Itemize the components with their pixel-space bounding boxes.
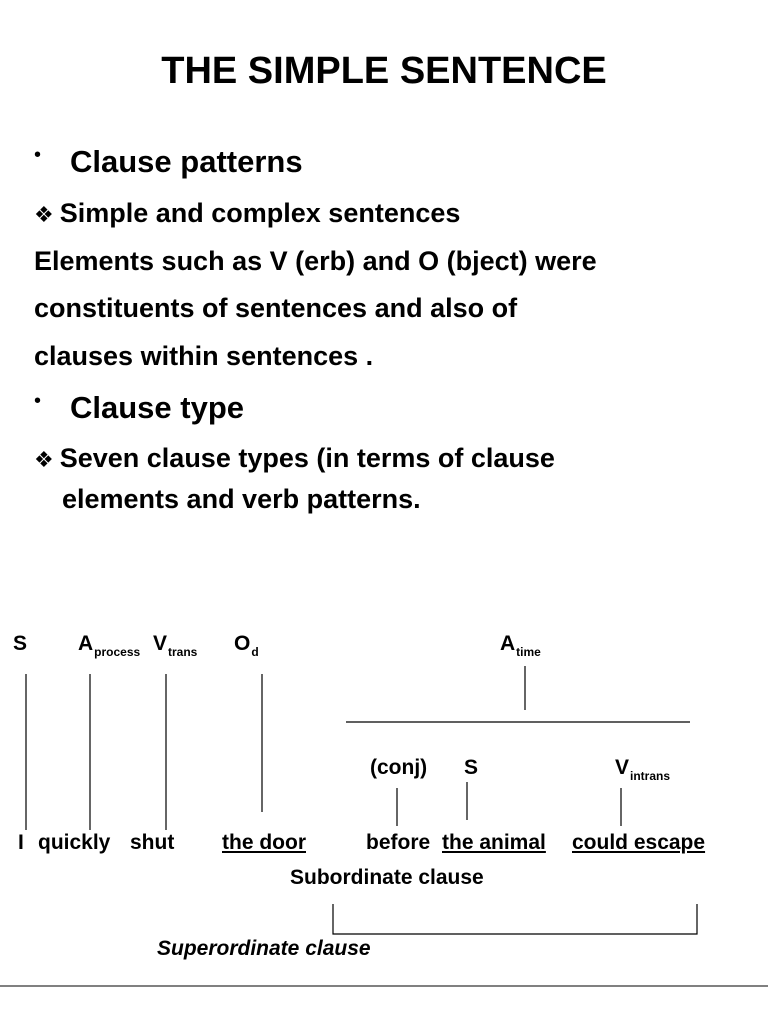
label-v-intrans bbox=[615, 756, 671, 783]
paragraph-line-2: constituents of sentences and also of bbox=[34, 293, 518, 323]
word-could-escape: could escape bbox=[572, 831, 706, 854]
label-s2: S bbox=[464, 756, 479, 779]
label-conj: (conj) bbox=[370, 756, 428, 779]
bullet-dot: • bbox=[34, 390, 42, 412]
word-quickly: quickly bbox=[38, 831, 111, 854]
bracket-superordinate bbox=[333, 904, 697, 934]
label-a-time-main: A bbox=[500, 632, 516, 655]
word-the-animal: the animal bbox=[442, 831, 546, 854]
word-before: before bbox=[366, 831, 431, 854]
subheading-seven-text: Seven clause types (in terms of clause bbox=[59, 443, 555, 473]
label-v-trans bbox=[153, 632, 198, 659]
paragraph-line-3: clauses within sentences . bbox=[34, 341, 374, 371]
label-o-d-main: O bbox=[234, 632, 251, 655]
word-i: I bbox=[18, 831, 24, 854]
label-a-process-main: A bbox=[78, 632, 94, 655]
label-v-trans-sub: trans bbox=[168, 645, 198, 659]
subheading-simple-complex-text: Simple and complex sentences bbox=[59, 198, 461, 228]
subheading-seven-line-2: elements and verb patterns. bbox=[62, 484, 421, 514]
paragraph-line-1: Elements such as V (erb) and O (bject) were bbox=[34, 246, 597, 276]
page-title: THE SIMPLE SENTENCE bbox=[161, 50, 607, 92]
label-a-time bbox=[500, 632, 541, 659]
heading-clause-type: Clause type bbox=[70, 390, 245, 425]
word-shut: shut bbox=[130, 831, 175, 854]
label-v-intrans-sub: intrans bbox=[630, 769, 671, 783]
label-superordinate-clause: Superordinate clause bbox=[157, 937, 371, 960]
bullet-dot: • bbox=[34, 144, 42, 166]
label-a-process-sub: process bbox=[94, 645, 141, 659]
label-v-trans-main: V bbox=[153, 632, 168, 655]
diamond-bullet-icon: ❖ bbox=[34, 447, 54, 472]
label-o-d bbox=[234, 632, 259, 659]
label-subordinate-clause: Subordinate clause bbox=[290, 866, 484, 889]
label-a-process bbox=[78, 632, 141, 659]
label-a-time-sub: time bbox=[516, 645, 541, 659]
heading-clause-patterns: Clause patterns bbox=[70, 144, 303, 179]
label-s: S bbox=[13, 632, 28, 655]
label-v-intrans-main: V bbox=[615, 756, 630, 779]
diamond-bullet-icon: ❖ bbox=[34, 202, 54, 227]
word-the-door: the door bbox=[222, 831, 306, 854]
label-o-d-sub: d bbox=[251, 645, 259, 659]
